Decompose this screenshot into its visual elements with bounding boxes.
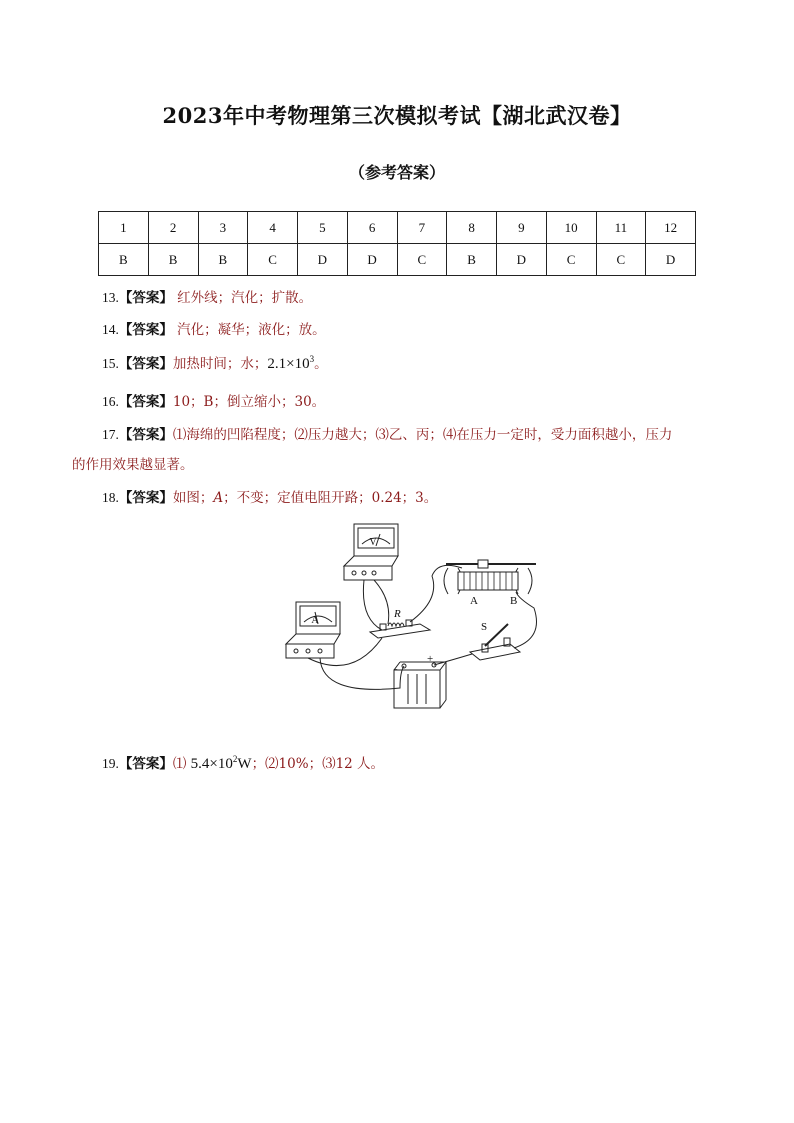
answer-17 [102, 423, 672, 443]
resistor-label: R [394, 608, 401, 620]
table-cell: 6 [347, 212, 397, 244]
table-cell: 10 [546, 212, 596, 244]
answer-text-continued: ；不变；定值电阻开路；0.24；3。 [223, 490, 438, 506]
rheostat-icon [444, 560, 536, 594]
answer-13 [102, 286, 312, 306]
answer-tag: 【答案】 [118, 394, 173, 410]
rheostat-terminal-a-label: A [470, 595, 478, 607]
table-cell: B [148, 244, 198, 276]
question-number: 17. [102, 427, 119, 442]
battery-icon [394, 662, 446, 708]
table-cell: 5 [298, 212, 348, 244]
battery-positive-label: + [427, 653, 434, 665]
answer-text: 10；B；倒立缩小；30。 [172, 394, 326, 410]
table-cell: C [596, 244, 646, 276]
switch-icon [470, 624, 520, 660]
math-base: 2.1×10 [267, 356, 310, 372]
resistor-icon [370, 620, 430, 638]
answer-tag: 【答案】 [118, 356, 173, 372]
answer-table-answer-row [99, 244, 696, 276]
table-cell: 2 [148, 212, 198, 244]
table-cell: D [347, 244, 397, 276]
answer-16 [102, 390, 325, 410]
battery-negative-label: - [394, 663, 398, 675]
answer-17-continued: 的作用效果越显著。 [72, 457, 194, 473]
table-cell: D [298, 244, 348, 276]
switch-label: S [481, 621, 488, 633]
answer-tag: 【答案】 [118, 427, 173, 443]
table-cell: 4 [248, 212, 298, 244]
table-cell: B [198, 244, 248, 276]
answer-19 [102, 752, 384, 773]
question-number: 19. [102, 756, 119, 771]
table-cell: C [546, 244, 596, 276]
table-cell: B [447, 244, 497, 276]
answer-18 [102, 486, 437, 506]
answer-text: 如图； [172, 490, 214, 506]
table-cell: 12 [646, 212, 696, 244]
table-cell: D [497, 244, 547, 276]
answer-14 [102, 318, 326, 338]
answer-text: ⑴ [172, 756, 191, 772]
table-cell: 7 [397, 212, 447, 244]
math-exponent: 3 [309, 354, 315, 364]
voltmeter-label: V [369, 537, 377, 548]
question-number: 18. [102, 490, 119, 505]
table-cell: 3 [198, 212, 248, 244]
math-base: 5.4×10 [190, 756, 233, 772]
voltmeter-icon [344, 524, 398, 580]
answer-tail: 。 [314, 356, 328, 372]
table-cell: D [646, 244, 696, 276]
answer-table-number-row [99, 212, 696, 244]
answer-text: 加热时间；水； [172, 356, 268, 372]
answer-tag: 【答案】 [118, 490, 173, 506]
answer-tag: 【答案】 [118, 290, 173, 306]
answer-tag: 【答案】 [118, 756, 173, 772]
math-expression [267, 356, 314, 372]
math-unit: W [237, 756, 252, 772]
answer-text-continued: ；⑵10%；⑶12 人。 [251, 756, 385, 772]
rheostat-terminal-b-label: B [510, 595, 518, 607]
table-cell: 11 [596, 212, 646, 244]
answer-15 [102, 352, 328, 373]
ammeter-label: A [311, 615, 319, 626]
table-cell: 1 [99, 212, 149, 244]
page-title: 2023年中考物理第三次模拟考试【湖北武汉卷】 [162, 103, 632, 128]
answer-text: 汽化；凝华；液化；放。 [172, 322, 326, 338]
question-number: 13. [102, 290, 119, 305]
math-expression [191, 756, 252, 772]
table-cell: 8 [447, 212, 497, 244]
table-cell: 9 [497, 212, 547, 244]
answer-italic-letter: A [213, 490, 224, 506]
circuit-diagram [282, 520, 544, 712]
page-subtitle: （参考答案） [348, 163, 445, 182]
table-cell: C [248, 244, 298, 276]
question-number: 14. [102, 322, 119, 337]
math-exponent: 2 [232, 754, 238, 764]
ammeter-icon [286, 602, 340, 658]
table-cell: C [397, 244, 447, 276]
answer-text: 红外线；汽化；扩散。 [172, 290, 313, 306]
question-number: 16. [102, 394, 119, 409]
table-cell: B [99, 244, 149, 276]
answer-text: ⑴海绵的凹陷程度；⑵压力越大；⑶乙、丙；⑷在压力一定时，受力面积越小，压力 [172, 427, 673, 443]
answer-table [98, 211, 696, 276]
question-number: 15. [102, 356, 119, 371]
answer-tag: 【答案】 [118, 322, 173, 338]
